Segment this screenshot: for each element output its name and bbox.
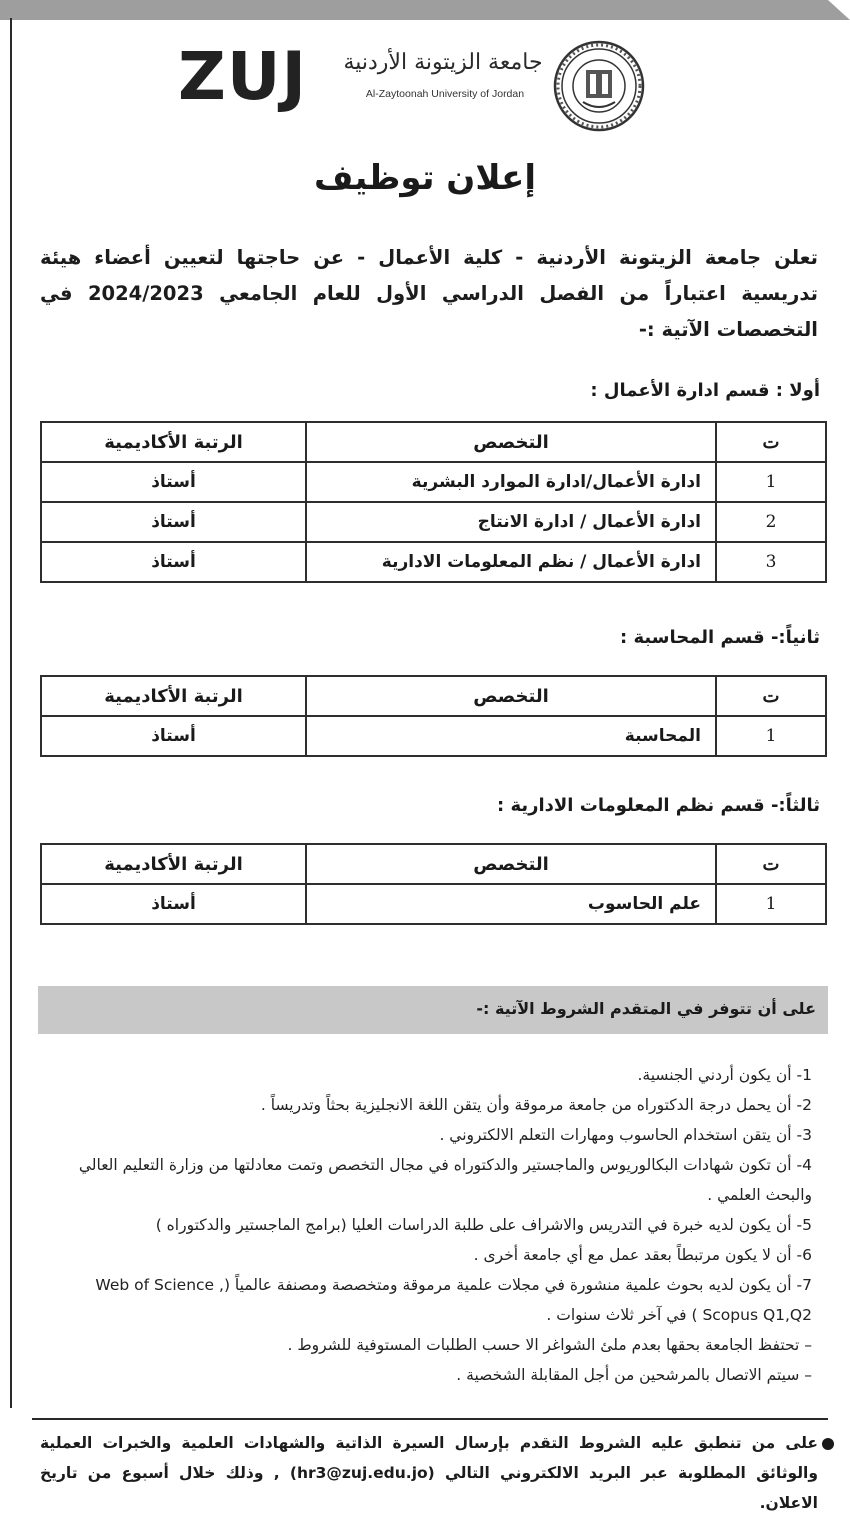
row-number: 1 — [716, 884, 826, 924]
list-item: 3- أن يتقن استخدام الحاسوب ومهارات التعلم الالكتروني . — [439, 1126, 812, 1144]
row-rank: أستاذ — [41, 884, 306, 924]
intro-paragraph: تعلن جامعة الزيتونة الأردنية - كلية الأعمال - عن حاجتها لتعيين أعضاء هيئة تدريسية اعتباراً من الفصل الدراسي الأول للعام الجامعي 2024/2023 في التخصصات الآتية :- — [40, 246, 818, 341]
col-header-number: ت — [716, 676, 826, 716]
section-heading-business-admin: أولا : قسم ادارة الأعمال : — [590, 380, 820, 401]
conditions-heading-bar — [38, 986, 828, 1034]
col-header-number: ت — [716, 422, 826, 462]
list-item: 6- أن لا يكون مرتبطاً بعقد عمل مع أي جامعة أخرى . — [473, 1246, 812, 1264]
row-rank: أستاذ — [41, 502, 306, 542]
university-name-english: Al-Zaytoonah University of Jordan — [365, 88, 525, 100]
divider — [32, 1418, 828, 1420]
list-item: 2- أن يحمل درجة الدكتوراه من جامعة مرموقة وأن يتقن اللغة الانجليزية بحثاً وتدريساً . — [260, 1096, 812, 1114]
row-number: 1 — [716, 462, 826, 502]
table-row — [41, 716, 826, 756]
conditions-heading: على أن تتوفر في المتقدم الشروط الآتية :- — [476, 999, 816, 1018]
top-band — [0, 0, 850, 20]
conditions-list — [40, 1060, 812, 1390]
table-row — [41, 542, 826, 582]
table-header-row — [41, 844, 826, 884]
university-seal-icon — [553, 40, 645, 132]
zuj-logo: ZUJ — [178, 38, 308, 115]
row-specialization: ادارة الأعمال/ادارة الموارد البشرية — [306, 462, 716, 502]
col-header-number: ت — [716, 844, 826, 884]
row-rank: أستاذ — [41, 542, 306, 582]
page-title: إعلان توظيف — [313, 158, 537, 198]
list-item: 1- أن يكون أردني الجنسية. — [637, 1066, 812, 1084]
application-note: على من تنطبق عليه الشروط التقدم بإرسال السيرة الذاتية والشهادات العلمية والخبرات العملية والوثائق المطلوبة عبر البريد الالكتروني التالي (hr3@zuj.edu.jo) , وذلك خلال أسبوع من تاريخ الاعلان. — [40, 1434, 818, 1512]
table-header-row — [41, 422, 826, 462]
col-header-rank: الرتبة الأكاديمية — [41, 844, 306, 884]
row-specialization: علم الحاسوب — [306, 884, 716, 924]
row-number: 3 — [716, 542, 826, 582]
col-header-specialization: التخصص — [306, 676, 716, 716]
row-specialization: ادارة الأعمال / ادارة الانتاج — [306, 502, 716, 542]
col-header-rank: الرتبة الأكاديمية — [41, 422, 306, 462]
left-frame-line — [10, 18, 12, 1408]
table-accounting — [40, 675, 827, 757]
row-number: 1 — [716, 716, 826, 756]
section-heading-accounting: ثانياً:- قسم المحاسبة : — [620, 627, 820, 648]
bullet-icon — [822, 1438, 834, 1450]
section-heading-mis: ثالثاً:- قسم نظم المعلومات الادارية : — [496, 795, 820, 816]
row-rank: أستاذ — [41, 462, 306, 502]
table-row — [41, 884, 826, 924]
row-specialization: ادارة الأعمال / نظم المعلومات الادارية — [306, 542, 716, 582]
list-item: – تحتفظ الجامعة بحقها بعدم ملئ الشواغر الا حسب الطلبات المستوفية للشروط . — [287, 1336, 812, 1354]
col-header-specialization: التخصص — [306, 422, 716, 462]
table-row — [41, 462, 826, 502]
list-item: – سيتم الاتصال بالمرشحين من أجل المقابلة الشخصية . — [456, 1366, 812, 1384]
table-header-row — [41, 676, 826, 716]
table-business-admin — [40, 421, 827, 583]
university-name-arabic: جامعة الزيتونة الأردنية — [343, 50, 543, 75]
list-item: 4- أن تكون شهادات البكالوريوس والماجستير والدكتوراه في مجال التخصص وتمت معادلتها من وزارة التعليم العالي والبحث العلمي . — [78, 1156, 812, 1204]
table-mis — [40, 843, 827, 925]
col-header-specialization: التخصص — [306, 844, 716, 884]
list-item: 5- أن يكون لديه خبرة في التدريس والاشراف على طلبة الدراسات العليا (برامج الماجستير والدكتوراه ) — [155, 1216, 812, 1234]
list-item: 7- أن يكون لديه بحوث علمية منشورة في مجلات علمية مرموقة ومتخصصة ومصنفة عالمياً (Web of Science , Scopus Q1,Q2 ) في آخر ثلاث سنوات . — [95, 1276, 812, 1324]
row-specialization: المحاسبة — [306, 716, 716, 756]
row-number: 2 — [716, 502, 826, 542]
row-rank: أستاذ — [41, 716, 306, 756]
table-row — [41, 502, 826, 542]
col-header-rank: الرتبة الأكاديمية — [41, 676, 306, 716]
